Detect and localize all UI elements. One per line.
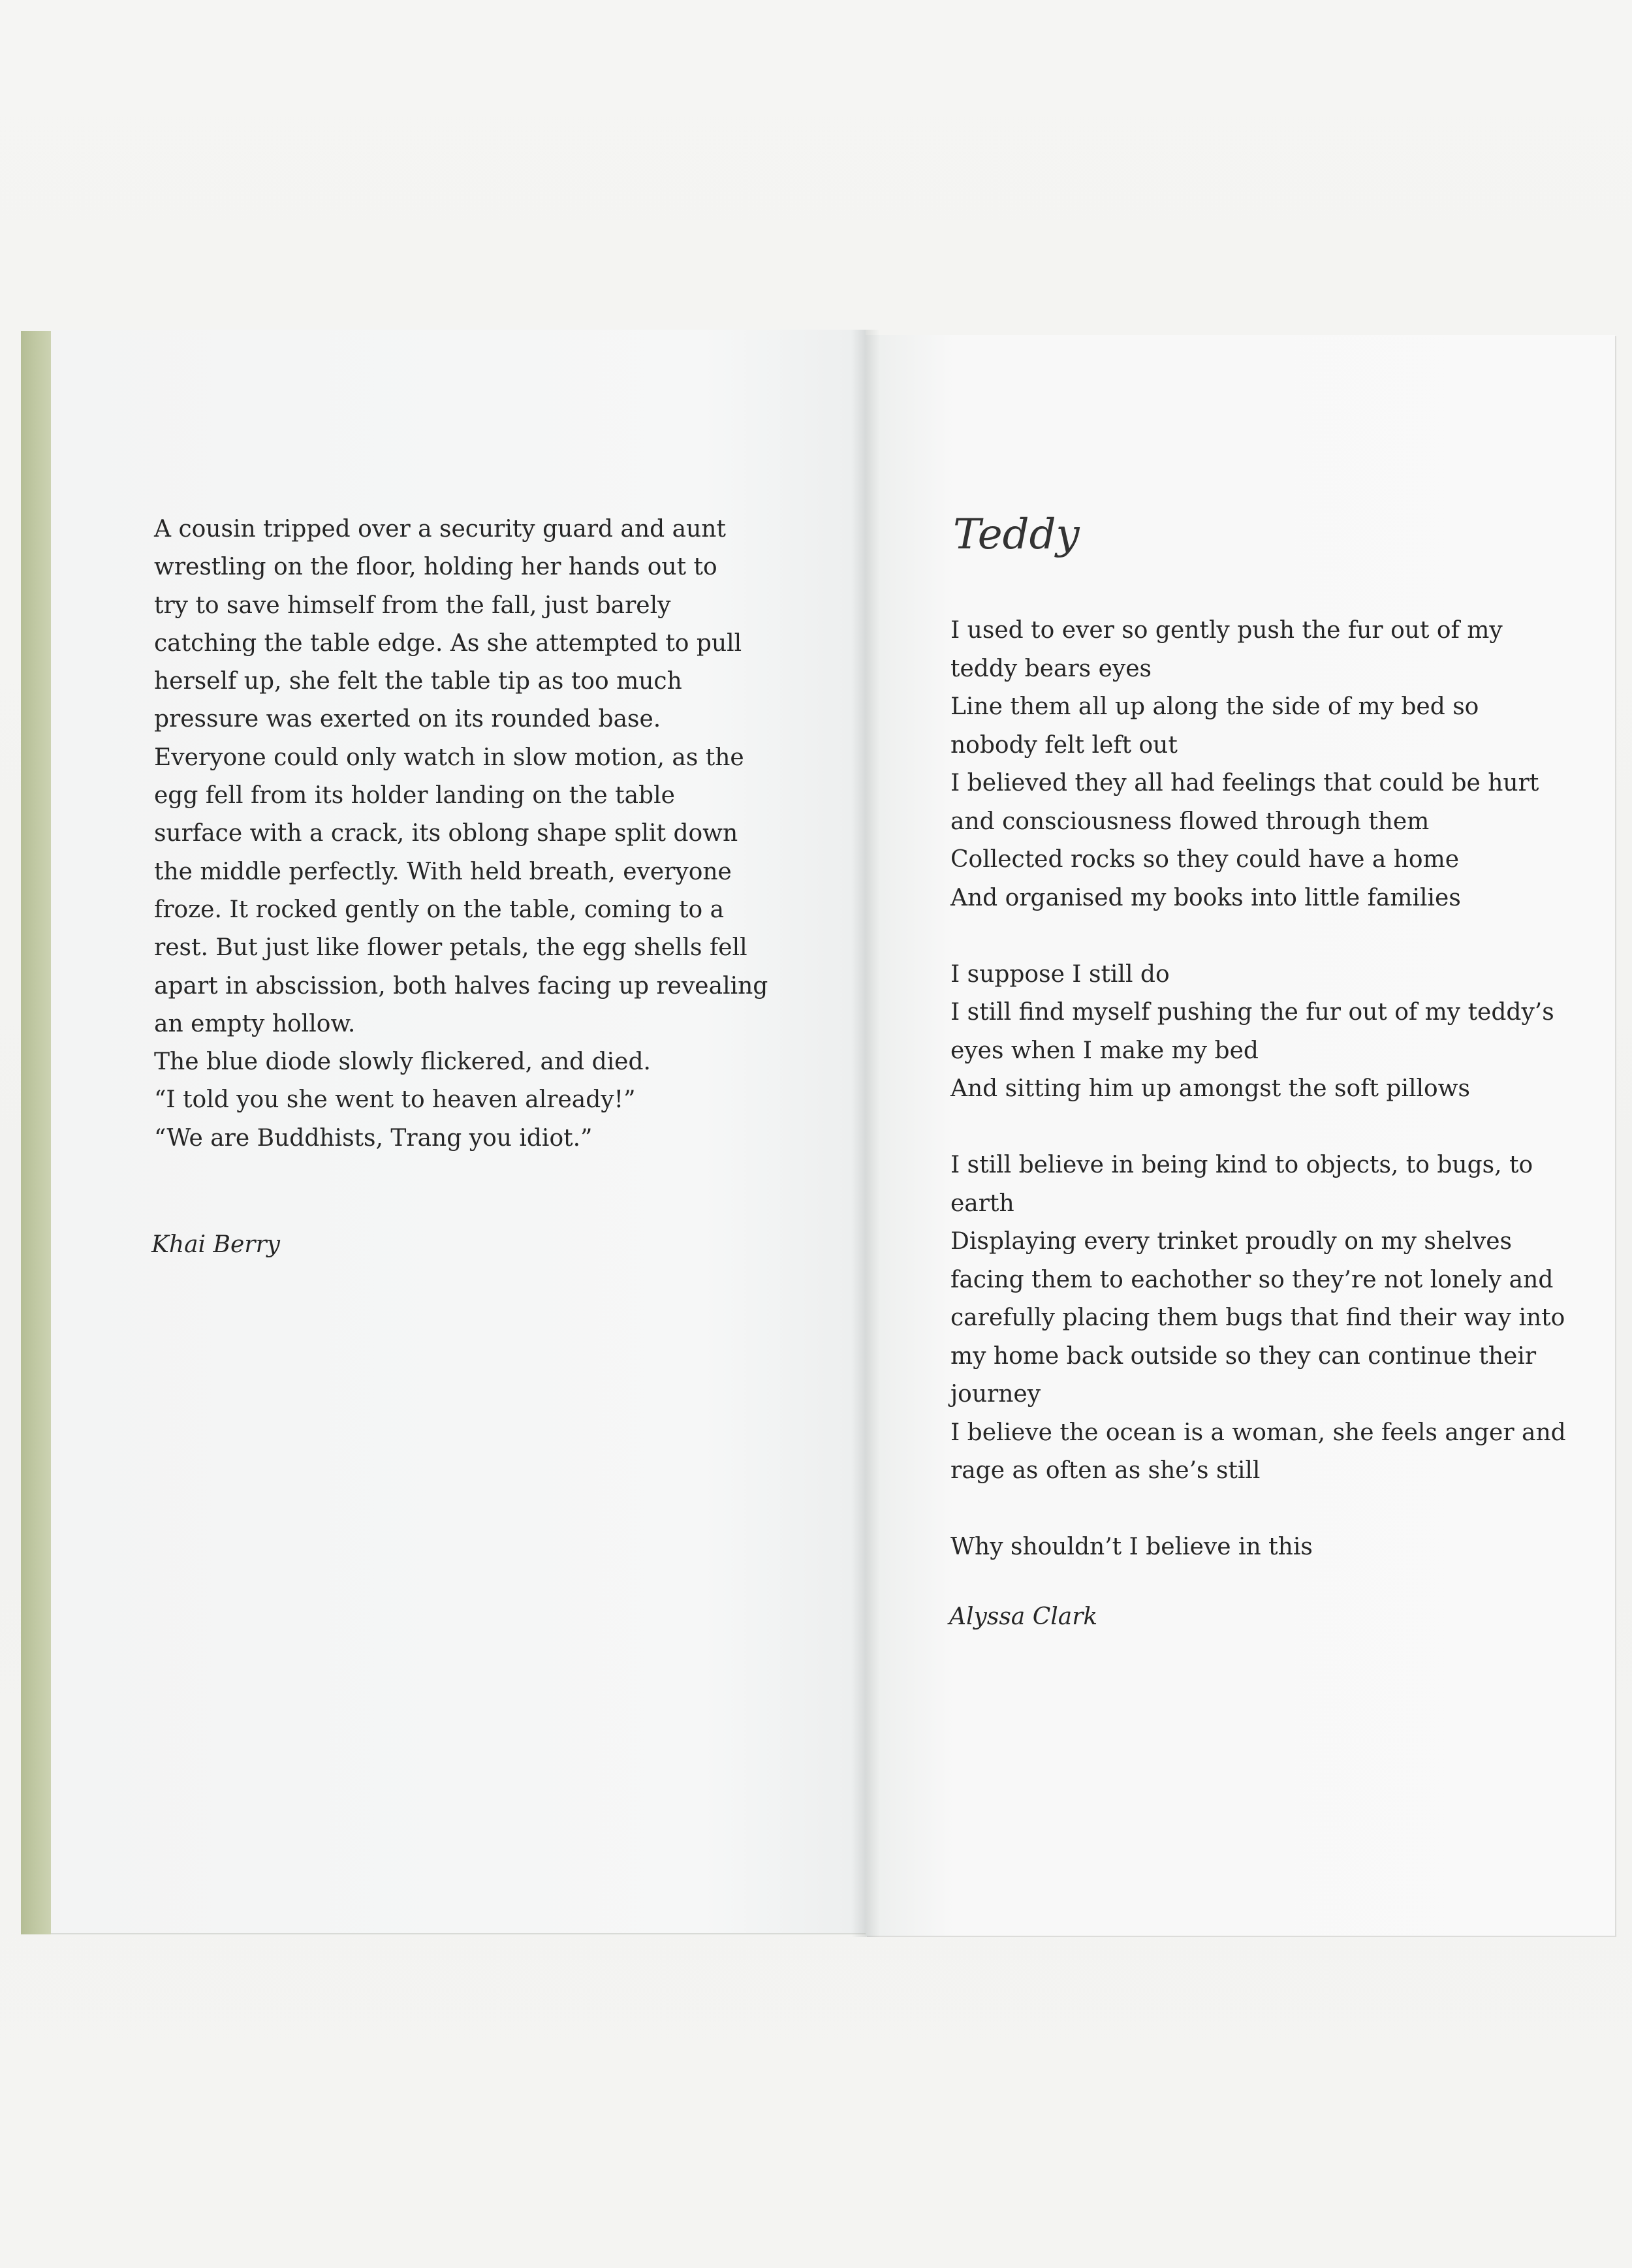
poem-line: earth <box>950 1189 1014 1217</box>
stanza-break <box>950 917 1538 956</box>
prose-line: The blue diode slowly flickered, and died. <box>154 1048 651 1076</box>
prose-line: rest. But just like flower petals, the egg shells fell <box>154 934 747 962</box>
poem-line: Line them all up along the side of my bed so <box>950 693 1479 720</box>
poem-line: I believed they all had feelings that could be hurt <box>950 770 1539 796</box>
prose-line: “I told you she went to heaven already!” <box>154 1086 636 1114</box>
poem-line: journey <box>950 1381 1041 1408</box>
stanza-break <box>950 1109 1538 1147</box>
poem-line: I suppose I still do <box>950 960 1170 988</box>
poem-line: And sitting him up amongst the soft pillows <box>950 1075 1470 1102</box>
poem-line: nobody felt left out <box>950 731 1178 759</box>
prose-line: an empty hollow. <box>154 1010 356 1037</box>
prose-line: surface with a crack, its oblong shape split down <box>154 820 738 847</box>
poem-title: Teddy <box>953 511 1080 559</box>
poem-line: my home back outside so they can continue their <box>950 1342 1537 1370</box>
prose-line: catching the table edge. As she attempted to pull <box>154 629 742 657</box>
poem-author: Alyssa Clark <box>949 1603 1098 1630</box>
poem-body <box>950 612 1566 1567</box>
poem-line: and consciousness flowed through them <box>950 808 1430 835</box>
prose-line: “We are Buddhists, Trang you idiot.” <box>154 1124 593 1152</box>
poem-line: eyes when I make my bed <box>950 1037 1259 1064</box>
prose-line: A cousin tripped over a security guard and aunt <box>154 516 726 543</box>
prose-line: herself up, she felt the table tip as too much <box>154 668 682 695</box>
prose-line: egg fell from its holder landing on the table <box>154 782 675 810</box>
prose-line: the middle perfectly. With held breath, everyone <box>154 858 732 885</box>
poem-line: I used to ever so gently push the fur out of my <box>950 617 1503 644</box>
page-gutter <box>851 330 880 1937</box>
left-page-author: Khai Berry <box>151 1231 281 1258</box>
poem-line: carefully placing them bugs that find their way into <box>950 1304 1565 1331</box>
prose-line: pressure was exerted on its rounded base. <box>154 706 661 733</box>
poem-line: Why shouldn’t I believe in this <box>950 1534 1313 1560</box>
booklet-spine-edge <box>21 331 55 1934</box>
prose-line: Everyone could only watch in slow motion, as the <box>154 744 744 771</box>
prose-line: froze. It rocked gently on the table, coming to a <box>154 896 725 923</box>
poem-line: I believe the ocean is a woman, she feels anger and <box>950 1419 1566 1446</box>
poem-line: Displaying every trinket proudly on my shelves <box>950 1228 1513 1255</box>
poem-line: And organised my books into little families <box>950 884 1461 911</box>
poem-line: Collected rocks so they could have a home <box>950 846 1460 873</box>
prose-line: wrestling on the floor, holding her hands out to <box>154 554 717 581</box>
stanza-break <box>950 1490 1538 1529</box>
poem-line: I still find myself pushing the fur out of my teddy’s <box>950 999 1554 1026</box>
poem-line: facing them to eachother so they’re not lonely and <box>950 1266 1554 1293</box>
prose-line: apart in abscission, both halves facing up revealing <box>154 972 768 1000</box>
left-page-prose <box>154 511 768 1158</box>
poem-line: teddy bears eyes <box>950 655 1152 682</box>
prose-line: try to save himself from the fall, just barely <box>154 591 671 619</box>
poem-line: rage as often as she’s still <box>950 1457 1261 1484</box>
poem-line: I still believe in being kind to objects, to bugs, to <box>950 1152 1533 1178</box>
